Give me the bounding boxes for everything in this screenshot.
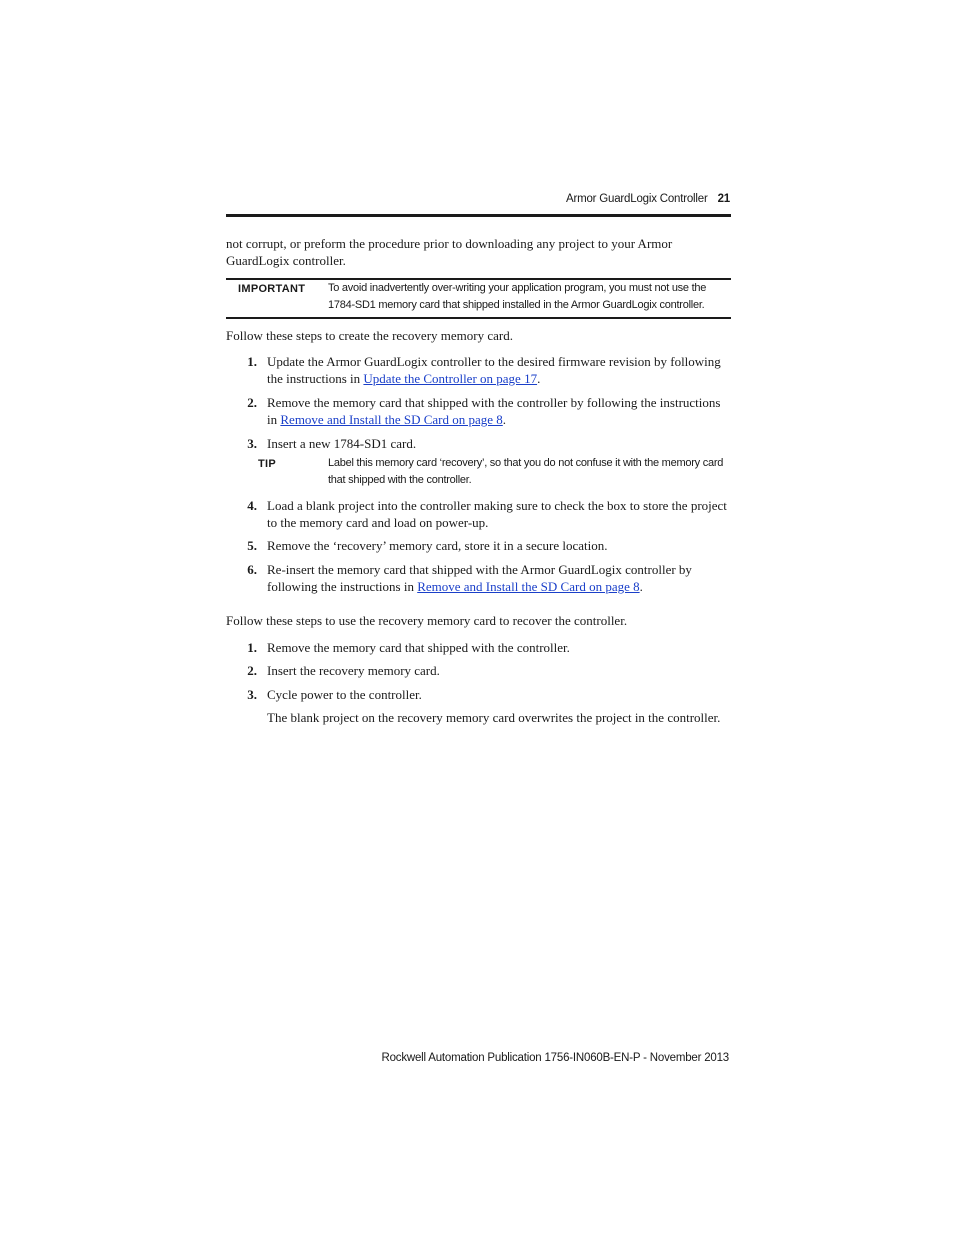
- recover-step-2-text: Insert the recovery memory card.: [267, 663, 440, 678]
- intro-paragraph: not corrupt, or preform the procedure prior to downloading any project to your Armor GuardLogix controller.: [226, 236, 673, 268]
- create-intro: Follow these steps to create the recovery memory card.: [226, 328, 513, 343]
- create-step-6-period: .: [639, 579, 643, 594]
- important-label: IMPORTANT: [238, 283, 306, 295]
- create-step-3-text: Insert a new 1784-SD1 card.: [267, 436, 417, 451]
- recover-step-1-number: 1.: [247, 640, 257, 655]
- header-title: Armor GuardLogix Controller: [565, 193, 708, 205]
- create-step-2: [267, 394, 733, 428]
- create-step-1: [267, 353, 733, 387]
- running-header: [566, 193, 730, 205]
- publication-footer: Rockwell Automation Publication 1756-IN060B-EN-P - November 2013: [381, 1052, 729, 1064]
- recover-step-1-text: Remove the memory card that shipped with the controller.: [267, 640, 570, 655]
- important-bottom-rule: [226, 317, 731, 319]
- header-rule: [226, 214, 731, 217]
- important-text: To avoid inadvertently over-writing your application program, you must not use the 1784-SD1 memory card that shipped installed in the Armor GuardLogix controller.: [328, 282, 707, 311]
- create-step-3-number: 3.: [247, 436, 257, 451]
- create-step-1-period: .: [537, 371, 541, 386]
- recover-step-3-number: 3.: [247, 687, 257, 702]
- create-step-5-number: 5.: [247, 538, 257, 553]
- recover-step-3-text: Cycle power to the controller.: [267, 687, 422, 702]
- create-step-2-number: 2.: [247, 395, 257, 410]
- create-step-4-text: Load a blank project into the controller making sure to check the box to store the project to the memory card and load on power-up.: [267, 498, 727, 530]
- create-step-4-number: 4.: [247, 498, 257, 513]
- recover-step-2-number: 2.: [247, 663, 257, 678]
- recover-intro: Follow these steps to use the recovery memory card to recover the controller.: [226, 613, 628, 628]
- create-step-6: [267, 561, 733, 595]
- create-step-2-period: .: [502, 412, 507, 427]
- create-step-1-text: Update the Armor GuardLogix controller to the desired firmware revision by following the instructions in: [267, 354, 721, 386]
- tip-label: TIP: [258, 458, 277, 470]
- page-number: 21: [717, 193, 730, 205]
- tip-text: Label this memory card ‘recovery’, so that you do not confuse it with the memory card that shipped with the controller.: [328, 457, 724, 486]
- create-step-6-text: Re-insert the memory card that shipped with the Armor GuardLogix controller by following the instructions in: [267, 562, 692, 594]
- create-step-5-text: Remove the ‘recovery’ memory card, store it in a secure location.: [267, 538, 608, 553]
- create-step-2-text: Remove the memory card that shipped with the controller by following the instructions in: [267, 395, 721, 427]
- create-step-1-number: 1.: [247, 354, 257, 369]
- create-step-6-number: 6.: [247, 562, 257, 577]
- recover-result-note: The blank project on the recovery memory card overwrites the project in the controller.: [267, 710, 721, 725]
- remove-install-sd-link-2[interactable]: Remove and Install the SD Card on page 8: [417, 579, 640, 594]
- remove-install-sd-link[interactable]: Remove and Install the SD Card on page 8: [280, 412, 503, 427]
- update-controller-link[interactable]: Update the Controller on page 17: [363, 371, 538, 386]
